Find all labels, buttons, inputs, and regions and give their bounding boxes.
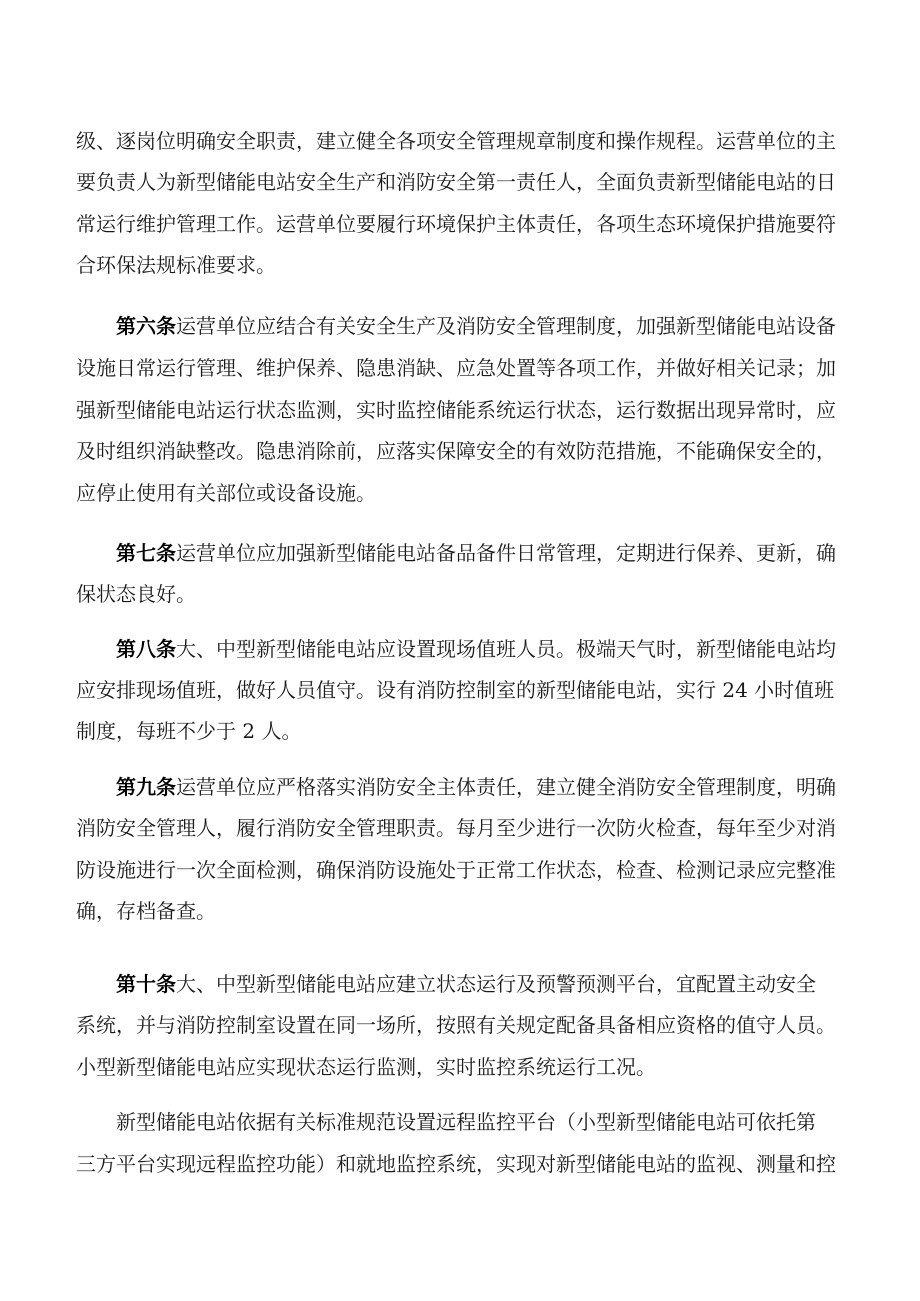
text-line	[0, 1107, 920, 1137]
line-text: 消防安全管理人，履行消防安全管理职责。每月至少进行一次防火检查，每年至少对消	[76, 816, 836, 840]
line-text: 防设施进行一次全面检测，确保消防设施处于正常工作状态，检查、检测记录应完整准	[76, 858, 836, 882]
text-line	[0, 579, 920, 609]
line-text: 小型新型储能电站应实现状态运行监测，实时监控系统运行工况。	[76, 1055, 656, 1079]
text-line	[0, 813, 920, 843]
article-number: 第九条	[116, 775, 176, 799]
text-line	[0, 353, 920, 383]
text-line	[0, 1010, 920, 1040]
line-text: 大、中型新型储能电站应建立状态运行及预警预测平台，宜配置主动安全	[176, 972, 816, 996]
text-line	[0, 126, 920, 156]
line-text: 运营单位应加强新型储能电站备品备件日常管理，定期进行保养、更新，确	[176, 541, 836, 565]
article-number: 第七条	[116, 541, 176, 565]
line-text: 运营单位应严格落实消防安全主体责任，建立健全消防安全管理制度，明确	[176, 775, 836, 799]
line-text: 强新型储能电站运行状态监测，实时监控储能系统运行状态，运行数据出现异常时，应	[76, 398, 836, 422]
text-line	[0, 209, 920, 239]
text-line	[0, 311, 920, 341]
article-number: 第十条	[116, 972, 176, 996]
line-text: 大、中型新型储能电站应设置现场值班人员。极端天气时，新型储能电站均	[176, 637, 836, 661]
line-text: 确，存档备查。	[76, 899, 216, 923]
line-text: 要负责人为新型储能电站安全生产和消防安全第一责任人，全面负责新型储能电站的日	[76, 170, 836, 194]
text-line	[0, 436, 920, 466]
article-number: 第八条	[116, 637, 176, 661]
line-text: 保状态良好。	[76, 582, 196, 606]
line-text: 合环保法规标准要求。	[76, 253, 276, 277]
text-line	[0, 634, 920, 664]
line-text: 常运行维护管理工作。运营单位要履行环境保护主体责任，各项生态环境保护措施要符	[76, 212, 836, 236]
text-line	[0, 395, 920, 425]
text-line	[0, 969, 920, 999]
line-text: 及时组织消缺整改。隐患消除前，应落实保障安全的有效防范措施，不能确保安全的，	[76, 439, 836, 463]
text-line	[0, 478, 920, 508]
text-line	[0, 1149, 920, 1179]
line-text: 级、逐岗位明确安全职责，建立健全各项安全管理规章制度和操作规程。运营单位的主	[76, 129, 836, 153]
line-text: 应安排现场值班，做好人员值守。设有消防控制室的新型储能电站，实行 24 小时值班	[76, 678, 835, 702]
text-line	[0, 167, 920, 197]
line-text: 运营单位应结合有关安全生产及消防安全管理制度，加强新型储能电站设备	[176, 314, 836, 338]
text-line	[0, 250, 920, 280]
text-line	[0, 896, 920, 926]
text-line	[0, 855, 920, 885]
text-line	[0, 1052, 920, 1082]
line-text: 三方平台实现远程监控功能）和就地监控系统，实现对新型储能电站的监视、测量和控	[76, 1152, 836, 1176]
line-text: 应停止使用有关部位或设备设施。	[76, 481, 376, 505]
text-line	[0, 538, 920, 568]
line-text: 新型储能电站依据有关标准规范设置远程监控平台（小型新型储能电站可依托第	[116, 1110, 816, 1134]
line-text: 系统，并与消防控制室设置在同一场所，按照有关规定配备具备相应资格的值守人员。	[76, 1013, 836, 1037]
text-line	[0, 716, 920, 746]
text-line	[0, 675, 920, 705]
article-number: 第六条	[116, 314, 176, 338]
line-text: 制度，每班不少于 2 人。	[76, 719, 302, 743]
text-line	[0, 772, 920, 802]
line-text: 设施日常运行管理、维护保养、隐患消缺、应急处置等各项工作，并做好相关记录；加	[76, 356, 836, 380]
